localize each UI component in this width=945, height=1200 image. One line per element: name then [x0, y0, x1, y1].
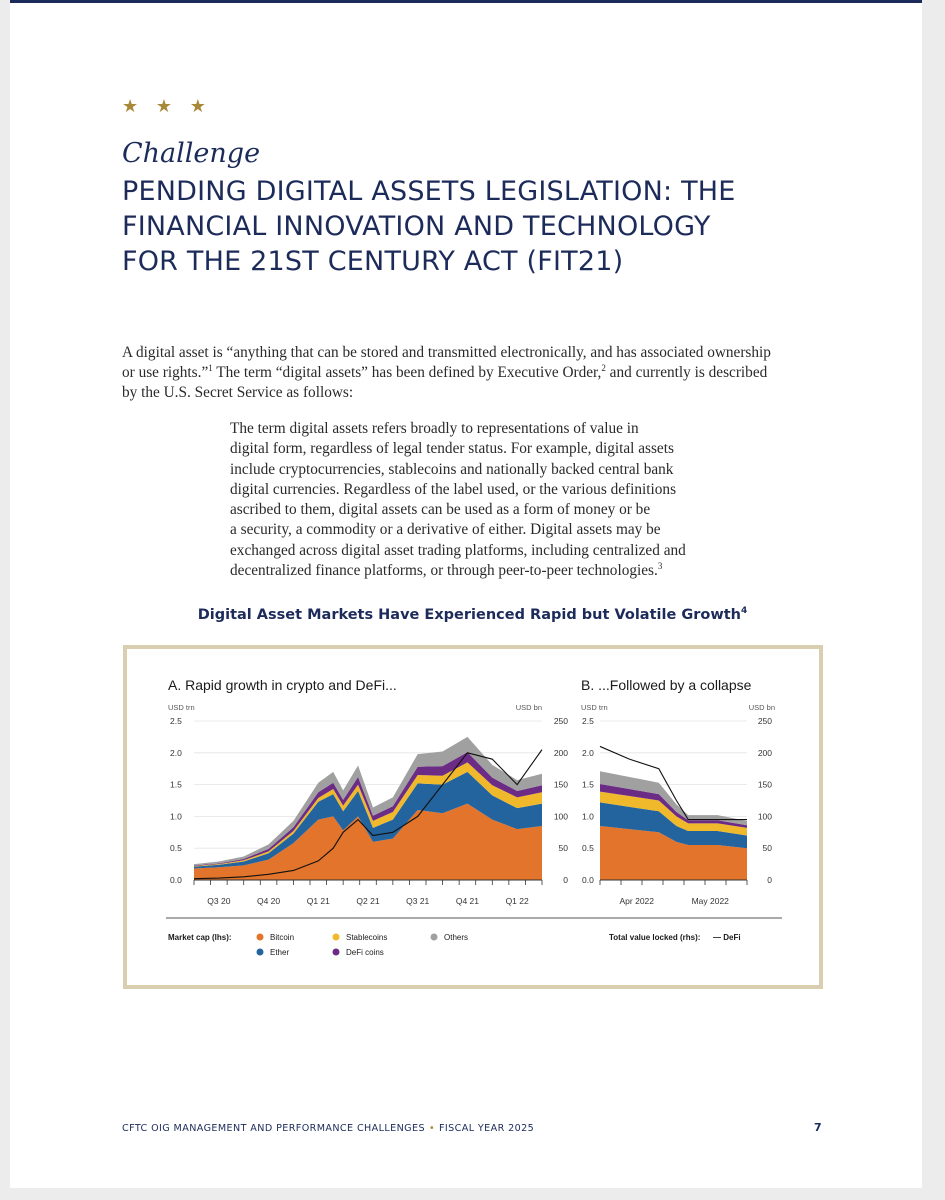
chart-a-left-tick: 2.5: [170, 716, 182, 726]
chart-b-right-tick: 50: [762, 843, 772, 854]
intro-line-2: or use rights.”$^1$ The term “digital assets” has been defined by Executive Order,$^2$ and currently is described: [122, 362, 768, 381]
chart-b-left-unit: USD trn: [581, 703, 608, 712]
chart-a-right-tick: 0: [563, 875, 568, 885]
chart-a-right-tick: 200: [553, 747, 568, 758]
title-line-3: FOR THE 21ST CENTURY ACT (FIT21): [122, 246, 624, 277]
chart-b-right-tick: 100: [757, 811, 772, 822]
intro-paragraph: [122, 343, 827, 403]
footnote-ref-1[interactable]: 1: [208, 362, 213, 373]
page-title: [122, 174, 842, 279]
footnote-ref-4[interactable]: 4: [741, 606, 748, 617]
chart-b-left-tick: 1.5: [582, 779, 594, 790]
footnote-ref-2[interactable]: 2: [601, 362, 606, 373]
quote-line: The term digital assets refers broadly to representations of value in: [230, 420, 639, 437]
legend-swatch-stablecoins: [333, 934, 340, 941]
quote-line: exchanged across digital asset trading platforms, including centralized and: [230, 541, 686, 559]
block-quote: [230, 419, 770, 581]
chart-b-left-tick: 0.0: [582, 875, 594, 885]
figure-panel: [122, 644, 824, 990]
legend-label-defi-coins: DeFi coins: [346, 948, 384, 957]
chart-a-left-tick: 1.5: [170, 779, 182, 790]
chart-a-title: A. Rapid growth in crypto and DeFi...: [168, 677, 397, 693]
chart-b-right-tick: 150: [757, 779, 772, 790]
chart-a-x-tick-label: Q1 21: [306, 896, 330, 906]
chart-a-x-tick-label: Q3 20: [207, 896, 231, 906]
chart-a-right-tick: 250: [553, 716, 568, 726]
page-number: 7: [814, 1121, 822, 1134]
quote-line: include cryptocurrencies, stablecoins and nationally backed central bank: [230, 460, 674, 478]
chart-a-right-tick: 50: [558, 843, 568, 854]
chart-a-x-tick-label: Q2 21: [356, 896, 380, 906]
intro-line-3: by the U.S. Secret Service as follows:: [122, 384, 354, 401]
footer-running-title: CFTC OIG MANAGEMENT AND PERFORMANCE CHALLENGES • FISCAL YEAR 2025: [122, 1123, 535, 1134]
legend-label-ether: Ether: [270, 948, 290, 957]
quote-line: decentralized finance platforms, or through peer-to-peer technologies.$^3$: [230, 560, 663, 580]
chart-b-x-tick-label: Apr 2022: [619, 896, 654, 906]
legend-tvl-line-label: — DeFi: [713, 933, 741, 942]
legend-swatch-ether: [257, 949, 264, 956]
quote-line: a security, a commodity or a derivative of either. Digital assets may be: [230, 521, 661, 539]
quote-line: digital form, regardless of legal tender status. For example, digital assets: [230, 440, 674, 458]
chart-b-left-tick: 2.5: [582, 716, 594, 726]
chart-b-left-tick: 0.5: [582, 843, 594, 854]
section-kicker: Challenge: [122, 138, 261, 169]
chart-a-left-tick: 0.5: [170, 843, 182, 854]
quote-line: digital currencies. Regardless of the label used, or the various definitions: [230, 480, 677, 498]
legend-swatch-bitcoin: [257, 934, 264, 941]
footer-separator: •: [428, 1123, 435, 1134]
chart-a-left-tick: 1.0: [170, 811, 182, 822]
legend-swatch-others: [431, 934, 438, 941]
chart-a-left-tick: 0.0: [170, 875, 182, 885]
title-line-2: FINANCIAL INNOVATION AND TECHNOLOGY: [122, 211, 711, 242]
legend-market-cap-label: Market cap (lhs):: [168, 933, 232, 942]
chart-a-right-tick: 100: [553, 811, 568, 822]
top-rule: [10, 0, 922, 3]
legend-label-stablecoins: Stablecoins: [346, 933, 388, 942]
chart-a-x-tick-label: Q4 20: [256, 896, 281, 906]
legend-tvl-label: Total value locked (rhs):: [609, 933, 701, 942]
legend-label-others: Others: [444, 933, 469, 942]
chart-b-right-tick: 200: [757, 747, 772, 758]
chart-a-left-unit: USD trn: [168, 703, 195, 712]
quote-line: ascribed to them, digital assets can be used as a form of money or be: [230, 501, 651, 519]
chart-a-right-unit: USD bn: [515, 703, 542, 712]
legend-swatch-defi-coins: [333, 949, 340, 956]
intro-line-1: A digital asset is “anything that can be stored and transmitted electronically, and has associated ownership: [122, 344, 771, 361]
chart-b-right-tick: 250: [757, 716, 772, 726]
chart-a-x-tick-label: Q4 21: [455, 896, 480, 906]
figure-title: Digital Asset Markets Have Experienced Rapid but Volatile Growth$^4$: [197, 606, 748, 623]
chart-b-left-tick: 1.0: [582, 811, 594, 822]
stars-ornament: ★ ★ ★: [122, 96, 212, 117]
title-line-1: PENDING DIGITAL ASSETS LEGISLATION: THE: [122, 176, 736, 207]
chart-b-left-tick: 2.0: [582, 747, 594, 758]
chart-a-x-tick-label: Q3 21: [406, 896, 430, 906]
chart-b-x-tick-label: May 2022: [691, 896, 729, 906]
chart-a-left-tick: 2.0: [170, 747, 182, 758]
chart-b-title: B. ...Followed by a collapse: [581, 677, 752, 693]
footnote-ref-3[interactable]: 3: [657, 560, 663, 571]
chart-a-x-tick-label: Q1 22: [505, 896, 529, 906]
chart-b-right-tick: 0: [767, 875, 772, 885]
legend-label-bitcoin: Bitcoin: [270, 933, 295, 942]
chart-a-right-tick: 150: [553, 779, 568, 790]
chart-b-right-unit: USD bn: [748, 703, 775, 712]
